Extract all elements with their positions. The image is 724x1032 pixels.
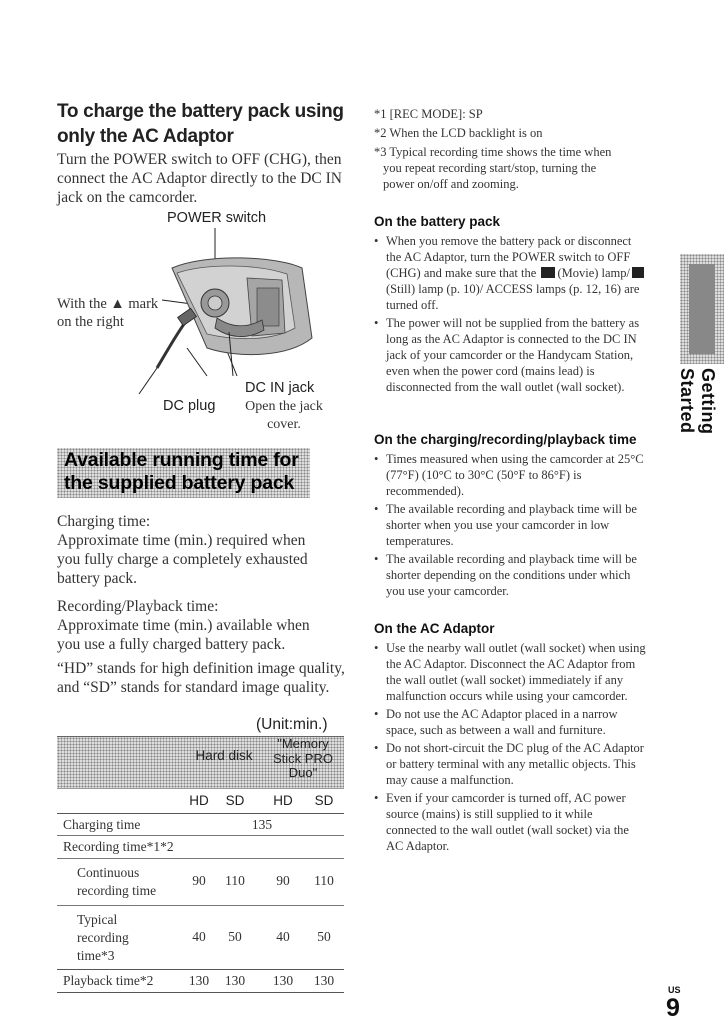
col-hard-disk: Hard disk — [195, 748, 253, 763]
battery-bullet-1 — [374, 233, 646, 313]
dc-plug-label: DC plug — [163, 398, 216, 414]
open-cover-line1: Open the jack — [245, 399, 323, 414]
continuous-ms-sd: 110 — [314, 873, 334, 888]
footnote-3-line1: *3 Typical recording time shows the time when — [374, 145, 612, 159]
battery-bullet-2: • The power will not be supplied from the battery as long as the AC Adaptor is connected to the DC IN jack of your camcorder or the Handycam Station, even when the power cord (mains lead) is disconnected from the wall outlet (wall socket). — [374, 315, 646, 395]
page-number: 9 — [666, 994, 680, 1022]
charging-time-label: Charging time: — [57, 513, 151, 530]
still-icon — [632, 267, 644, 278]
footnote-3-line2: you repeat recording start/stop, turning the — [383, 161, 597, 175]
table-row-charging — [57, 814, 344, 836]
footnote-2: *2 When the LCD backlight is on — [374, 126, 543, 140]
typical-ms-sd: 50 — [317, 929, 331, 944]
typical-row-label — [77, 911, 129, 965]
subhead-sd-1: SD — [225, 793, 245, 808]
time-heading: On the charging/recording/playback time — [374, 432, 637, 447]
region-code: US — [668, 985, 681, 995]
table-row-recording — [57, 836, 344, 859]
footnotes — [374, 106, 664, 192]
footnote-3-line3: power on/off and zooming. — [383, 177, 519, 191]
battery-heading: On the battery pack — [374, 214, 501, 229]
open-cover-line2: cover. — [267, 417, 301, 432]
ac-bullet-4: • Even if your camcorder is turned off, AC power source (mains) is still supplied to it while connected to the wall outlet (wall socket) via the AC Adaptor. — [374, 790, 646, 854]
typical-hdd-hd: 40 — [192, 929, 206, 944]
battery-bullet-1-still: (Still) lamp (p. 10)/ ACCESS lamps (p. 12, 16) are turned off. — [386, 282, 640, 312]
continuous-row-label — [77, 864, 156, 900]
ac-heading: On the AC Adaptor — [374, 621, 495, 636]
time-bullet-3: • The available recording and playback time will be shorter depending on the conditions under which you use your camcorder. — [374, 551, 646, 599]
table-row-typical — [57, 906, 344, 970]
dc-in-jack-label: DC IN jack — [245, 380, 315, 396]
running-time-table — [57, 736, 344, 993]
continuous-ms-hd: 90 — [276, 873, 290, 888]
typical-label-line2: recording — [77, 930, 129, 945]
typical-label-line1: Typical — [77, 912, 118, 927]
section-banner-title: Available running time for the supplied battery pack — [64, 449, 299, 494]
ac-bullet-3: • Do not short-circuit the DC plug of the AC Adaptor or battery terminal with any metallic objects. This may cause a malfunction. — [374, 740, 646, 788]
intro-paragraph: Turn the POWER switch to OFF (CHG), then connect the AC Adaptor directly to the DC IN jack on the camcorder. — [57, 151, 342, 206]
continuous-label-line2: recording time — [77, 883, 157, 898]
table-row-playback — [57, 970, 344, 993]
mark-label-line2: on the right — [57, 314, 124, 330]
side-tab-label: Getting Started — [677, 368, 718, 435]
ac-bullet-2: • Do not use the AC Adaptor placed in a narrow space, such as between a wall and furniture. — [374, 706, 646, 738]
table-row-continuous — [57, 859, 344, 906]
time-bullet-2: • The available recording and playback time will be shorter when you use your camcorder in low temperatures. — [374, 501, 646, 549]
open-cover-label — [244, 398, 324, 434]
playback-ms-sd: 130 — [313, 973, 335, 988]
playback-ms-hd: 130 — [272, 973, 294, 988]
ac-bullet-1: • Use the nearby wall outlet (wall socket) when using the AC Adaptor. Disconnect the AC Adaptor from the wall outlet (wall socket) immediately if any malfunction occurs while using your camcorder. — [374, 640, 646, 704]
subhead-sd-2: SD — [314, 793, 334, 808]
mark-label — [57, 295, 158, 331]
ac-notes — [374, 640, 646, 854]
battery-bullet-1-text: When you remove the battery pack or disconnect the AC Adaptor, turn the POWER switch to OFF (CHG) and make sure that the — [386, 234, 632, 280]
power-switch-label: POWER switch — [167, 210, 267, 226]
charging-row-value: 135 — [251, 817, 273, 832]
hd-sd-note: “HD” stands for high definition image quality, and “SD” stands for standard image quality. — [57, 660, 345, 696]
continuous-hdd-sd: 110 — [225, 873, 245, 888]
camcorder-figure — [57, 208, 347, 440]
col-ms-line3: Duo" — [288, 765, 318, 780]
table-subheader-row — [57, 788, 344, 814]
typical-hdd-sd: 50 — [228, 929, 242, 944]
typical-label-line3: time*3 — [77, 948, 115, 963]
table-header-band — [57, 736, 344, 788]
charging-row-label: Charging time — [63, 817, 141, 832]
recording-time-desc: Approximate time (min.) available when you use a fully charged battery pack. — [57, 617, 310, 653]
battery-notes — [374, 233, 646, 395]
col-ms-line2: Stick PRO — [273, 750, 333, 766]
time-notes — [374, 451, 646, 599]
playback-hdd-sd: 130 — [224, 973, 246, 988]
mark-label-line1: With the ▲ mark — [57, 296, 159, 312]
typical-ms-hd: 40 — [276, 929, 290, 944]
continuous-hdd-hd: 90 — [192, 873, 206, 888]
battery-bullet-1-movie: (Movie) lamp/ — [557, 266, 630, 280]
continuous-label-line1: Continuous — [77, 865, 140, 880]
recording-time-label: Recording/Playback time: — [57, 598, 219, 615]
playback-row-label: Playback time*2 — [63, 973, 154, 988]
col-ms-line1: "Memory — [277, 736, 329, 751]
col-memory-stick — [262, 737, 344, 781]
movie-icon — [541, 267, 555, 278]
recording-row-label: Recording time*1*2 — [63, 839, 174, 854]
footnote-1: *1 [REC MODE]: SP — [374, 107, 483, 121]
unit-label: (Unit:min.) — [256, 716, 328, 733]
playback-hdd-hd: 130 — [188, 973, 210, 988]
section-heading: To charge the battery pack using only the AC Adaptor — [57, 101, 344, 147]
subhead-hd-1: HD — [189, 793, 209, 808]
time-bullet-1: • Times measured when using the camcorder at 25°C (77°F) (10°C to 30°C (50°F to 86°F) is recommended). — [374, 451, 646, 499]
side-tab-block — [689, 264, 715, 354]
charging-time-desc: Approximate time (min.) required when you fully charge a completely exhausted battery pack. — [57, 532, 308, 587]
subhead-hd-2: HD — [273, 793, 293, 808]
